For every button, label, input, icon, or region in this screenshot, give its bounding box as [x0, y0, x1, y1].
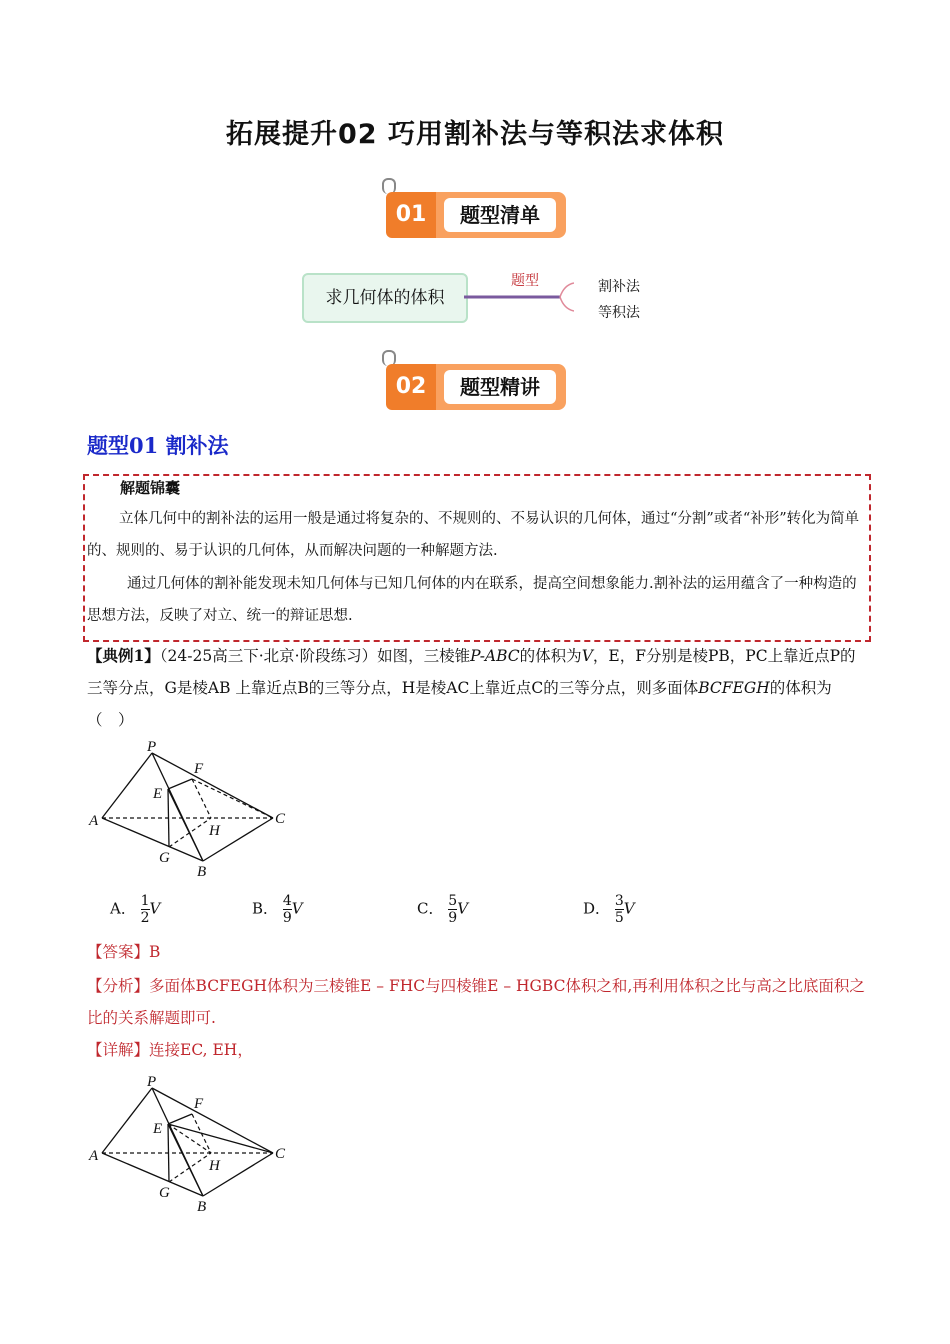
vertex-label-h: H [209, 1158, 220, 1174]
banner-number: 01 [386, 192, 436, 238]
option-b[interactable]: B． $\frac{4}{9}$ V [252, 893, 303, 926]
section-banner-02 [386, 364, 568, 410]
mindmap-root: 求几何体的体积 [302, 273, 468, 323]
vertex-label-p: P [147, 739, 157, 755]
vertex-label-c: C [275, 811, 286, 827]
banner-label: 题型精讲 [444, 370, 556, 404]
option-d[interactable]: D． $\frac{3}{5}$ V [583, 893, 635, 926]
pyramid-figure-2 [85, 1070, 300, 1215]
vertex-label-g: G [159, 850, 170, 866]
pyramid-figure-1 [85, 735, 300, 880]
mindmap-edge-label: 题型 [511, 273, 539, 289]
vertex-label-f: F [194, 1096, 204, 1112]
vertex-label-b: B [197, 864, 207, 880]
section-heading: 题型01 割补法 [87, 433, 229, 458]
tips-paragraph-1: 立体几何中的割补法的运用一般是通过将复杂的、不规则的、不易认识的几何体，通过“分割”或者“补形”转化为简单的、规则的、易于认识的几何体，从而解决问题的一种解题方法. [87, 511, 860, 559]
vertex-label-h: H [209, 823, 220, 839]
option-c[interactable]: C． $\frac{5}{9}$ V [417, 893, 469, 926]
tips-heading: 解题锦囊 [120, 479, 181, 497]
vertex-label-a: A [89, 813, 99, 829]
example-question: 【典例1】（24-25高三下·北京·阶段练习）如图，三棱锥P-ABC的体积为V，E，F分别是棱PB，PC上靠近点P的三等分点，G是棱AB 上靠近点B的三等分点，H是棱AC上靠近点C的三等分点，则多面体BCFEGH的体积为（ ） [87, 646, 856, 729]
vertex-label-f: F [194, 761, 204, 777]
analysis-paragraph: 【分析】多面体BCFEGH体积为三棱锥E – FHC与四棱锥E – HGBC体积之和,再利用体积之比与高之比底面积之比的关系解题即可. [87, 977, 865, 1027]
vertex-label-p: P [147, 1074, 157, 1090]
banner-label: 题型清单 [444, 198, 556, 232]
tips-paragraph-2: 通过几何体的割补能发现未知几何体与已知几何体的内在联系，提高空间想象能力.割补法的运用蕴含了一种构造的思想方法，反映了对立、统一的辩证思想. [87, 576, 857, 624]
example-source: （24-25高三下·北京·阶段练习） [159, 647, 378, 665]
answer-value: B [149, 943, 161, 961]
vertex-label-c: C [275, 1146, 286, 1162]
answer-line: 【答案】B [87, 943, 161, 961]
vertex-label-b: B [197, 1199, 207, 1215]
banner-number: 02 [386, 364, 436, 410]
section-banner-01 [386, 192, 568, 238]
page-title: 拓展提升02 巧用割补法与等积法求体积 [226, 119, 724, 150]
vertex-label-e: E [153, 786, 163, 802]
vertex-label-a: A [89, 1148, 99, 1164]
option-a[interactable]: A． $\frac{1}{2}$ V [110, 893, 161, 926]
mindmap-child-2: 等积法 [598, 305, 640, 321]
detail-line: 【详解】连接EC, EH， [87, 1041, 253, 1059]
example-tag: 【典例1】 [87, 646, 160, 665]
mindmap-child-1: 割补法 [598, 279, 640, 295]
vertex-label-g: G [159, 1185, 170, 1201]
vertex-label-e: E [153, 1121, 163, 1137]
